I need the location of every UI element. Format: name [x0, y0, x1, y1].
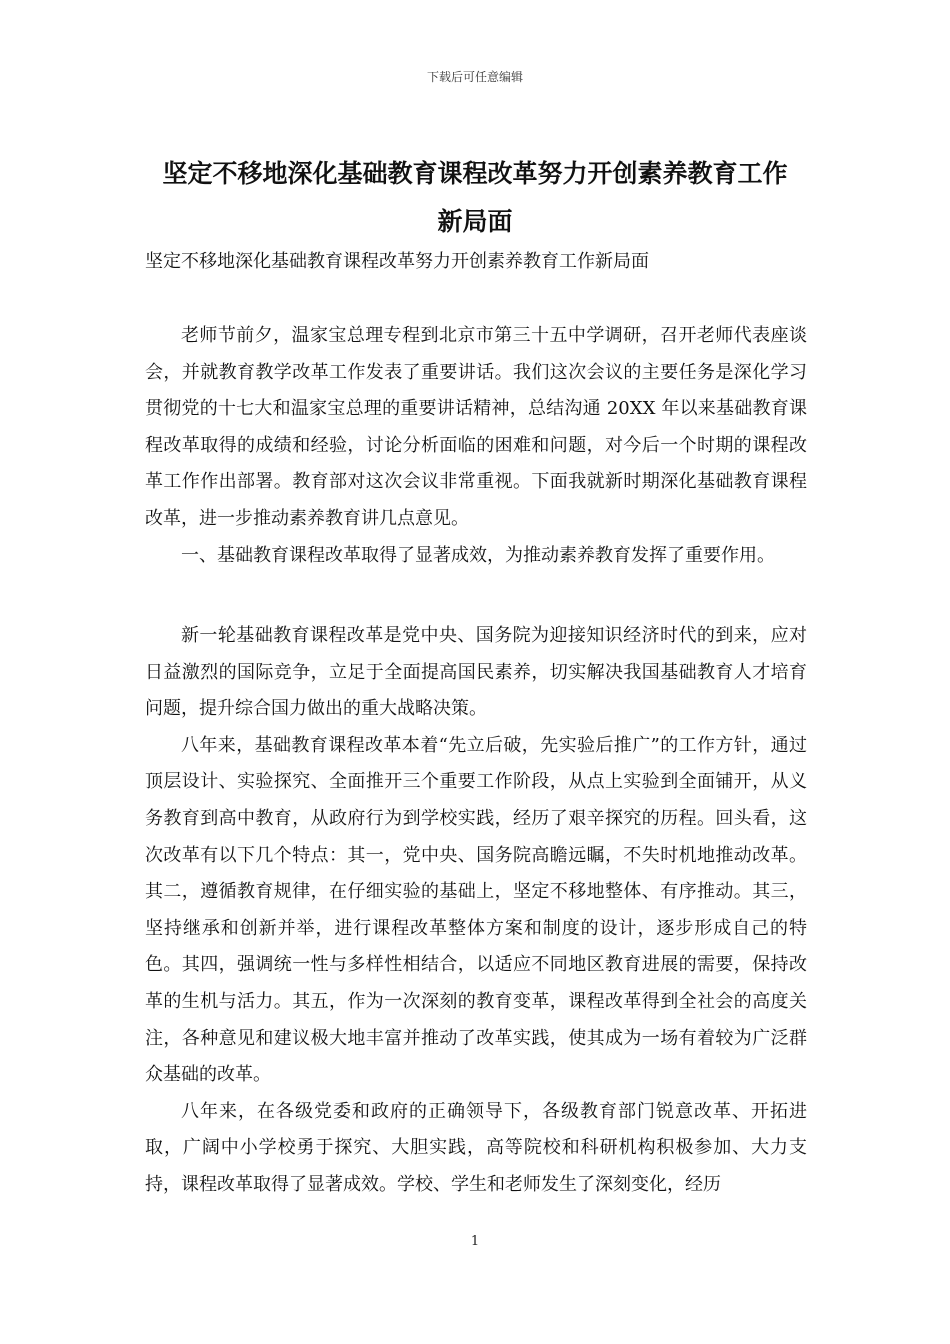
body-block — [145, 618, 807, 1204]
header-note: 下载后可任意编辑 — [426, 70, 523, 84]
document-title-line-2: 新局面 — [437, 207, 513, 236]
page-number: 1 — [470, 1234, 480, 1249]
document-title-line-1: 坚定不移地深化基础教育课程改革努力开创素养教育工作 — [162, 159, 788, 188]
paragraph-1-block — [145, 318, 807, 574]
document-title — [150, 150, 800, 246]
paragraph-3: 新一轮基础教育课程改革是党中央、国务院为迎接知识经济时代的到来，应对日益激烈的国际竞争，立足于全面提高国民素养，切实解决我国基础教育人才培育问题，提升综合国力做出的重大战略决策。 — [145, 625, 807, 720]
paragraph-1: 老师节前夕，温家宝总理专程到北京市第三十五中学调研，召开老师代表座谈会，并就教育教学改革工作发表了重要讲话。我们这次会议的主要任务是深化学习贯彻党的十七大和温家宝总理的重要讲话精神，总结沟通 20XX 年以来基础教育课程改革取得的成绩和经验，讨论分析面临的困难和问题，对今后一个时期的课程改革工作作出部署。教育部对这次会议非常重视。下面我就新时期深化基础教育课程改革，进一步推动素养教育讲几点意见。 — [145, 325, 807, 529]
document-subtitle: 坚定不移地深化基础教育课程改革努力开创素养教育工作新局面 — [145, 251, 649, 272]
paragraph-2-section-heading: 一、基础教育课程改革取得了显著成效，为推动素养教育发挥了重要作用。 — [181, 544, 775, 566]
paragraph-4: 八年来，基础教育课程改革本着“先立后破，先实验后推广”的工作方针，通过顶层设计、实验探究、全面推开三个重要工作阶段，从点上实验到全面铺开，从义务教育到高中教育，从政府行为到学校实践，经历了艰辛探究的历程。回头看，这次改革有以下几个特点：其一，党中央、国务院高瞻远瞩，不失时机地推动改革。其二，遵循教育规律，在仔细实验的基础上，坚定不移地整体、有序推动。其三，坚持继承和创新并举，进行课程改革整体方案和制度的设计，逐步形成自己的特色。其四，强调统一性与多样性相结合，以适应不同地区教育进展的需要，保持改革的生机与活力。其五，作为一次深刻的教育变革，课程改革得到全社会的高度关注，各种意见和建议极大地丰富并推动了改革实践，使其成为一场有着较为广泛群众基础的改革。 — [145, 734, 807, 1086]
paragraph-5: 八年来，在各级党委和政府的正确领导下，各级教育部门锐意改革、开拓进取，广阔中小学校勇于探究、大胆实践，高等院校和科研机构积极参加、大力支持，课程改革取得了显著成效。学校、学生和老师发生了深刻变化，经历 — [145, 1100, 807, 1195]
